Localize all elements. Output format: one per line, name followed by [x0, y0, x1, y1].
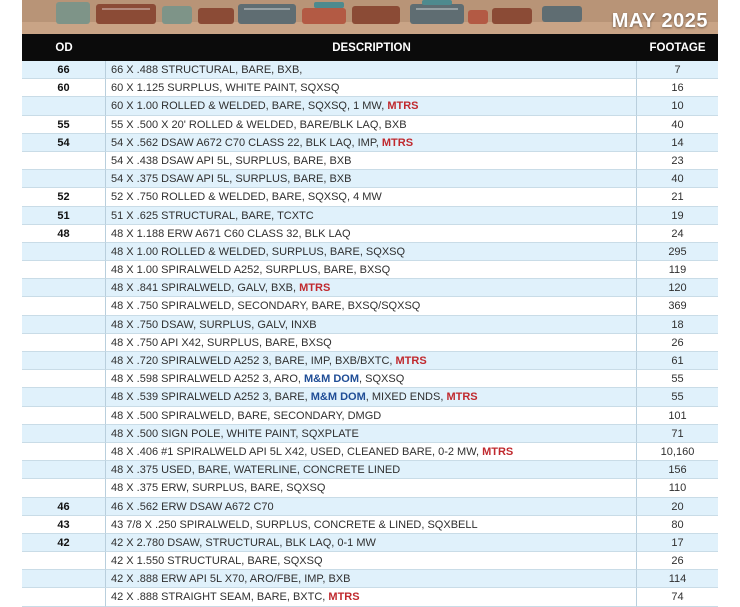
- description-text: 55 X .500 X 20' ROLLED & WELDED, BARE/BLK LAQ, BXB: [111, 118, 407, 131]
- footage-cell: 24: [637, 225, 718, 243]
- table-row: [22, 297, 718, 315]
- description-cell: [106, 388, 637, 406]
- description-text: 48 X 1.188 ERW A671 C60 CLASS 32, BLK LAQ: [111, 227, 351, 240]
- description-cell: [106, 152, 637, 170]
- description-text: 42 X 1.550 STRUCTURAL, BARE, SQXSQ: [111, 555, 323, 568]
- footage-cell: 40: [637, 116, 718, 134]
- od-cell: 43: [22, 516, 106, 534]
- footage-cell: 14: [637, 134, 718, 152]
- table-row: [22, 279, 718, 297]
- od-cell: [22, 552, 106, 570]
- description-cell: [106, 61, 637, 79]
- mtrs-tag: MTRS: [381, 136, 414, 149]
- table-row: [22, 152, 718, 170]
- description-cell: [106, 552, 637, 570]
- footage-cell: 23: [637, 152, 718, 170]
- description-cell: [106, 261, 637, 279]
- table-row: [22, 316, 718, 334]
- footage-cell: 101: [637, 407, 718, 425]
- od-cell: [22, 588, 106, 606]
- description-text: 48 X .406 #1 SPIRALWELD API 5L X42, USED, CLEANED BARE, 0-2 MW,: [111, 445, 483, 458]
- od-cell: [22, 261, 106, 279]
- od-cell: [22, 443, 106, 461]
- description-cell: [106, 534, 637, 552]
- description-cell: [106, 516, 637, 534]
- description-text: 42 X .888 STRAIGHT SEAM, BARE, BXTC,: [111, 591, 329, 604]
- description-text: 48 X .375 USED, BARE, WATERLINE, CONCRETE LINED: [111, 464, 401, 477]
- table-row: [22, 134, 718, 152]
- description-cell: [106, 225, 637, 243]
- footage-cell: 16: [637, 79, 718, 97]
- description-text: 48 X .750 API X42, SURPLUS, BARE, BXSQ: [111, 336, 332, 349]
- od-cell: [22, 152, 106, 170]
- footage-cell: 20: [637, 498, 718, 516]
- od-cell: [22, 370, 106, 388]
- od-cell: [22, 407, 106, 425]
- mtrs-tag: MTRS: [482, 445, 514, 458]
- footage-cell: 80: [637, 516, 718, 534]
- description-text: 52 X .750 ROLLED & WELDED, BARE, SQXSQ, 4 MW: [111, 191, 382, 204]
- description-text: , SQXSQ: [359, 373, 405, 386]
- description-text: 48 X .500 SIGN POLE, WHITE PAINT, SQXPLATE: [111, 427, 359, 440]
- od-cell: [22, 352, 106, 370]
- footage-cell: 18: [637, 316, 718, 334]
- footage-cell: 21: [637, 188, 718, 206]
- table-row: [22, 352, 718, 370]
- description-cell: [106, 425, 637, 443]
- od-cell: 48: [22, 225, 106, 243]
- column-header-description: DESCRIPTION: [332, 41, 411, 54]
- od-cell: [22, 170, 106, 188]
- od-cell: 54: [22, 134, 106, 152]
- description-text: 48 X .750 DSAW, SURPLUS, GALV, INXB: [111, 318, 317, 331]
- description-cell: [106, 97, 637, 115]
- footage-cell: 10: [637, 97, 718, 115]
- description-cell: [106, 279, 637, 297]
- od-cell: [22, 570, 106, 588]
- table-row: [22, 570, 718, 588]
- footage-cell: 10,160: [637, 443, 718, 461]
- description-cell: [106, 334, 637, 352]
- footage-cell: 74: [637, 588, 718, 606]
- mtrs-tag: MTRS: [387, 100, 419, 113]
- table-row: [22, 407, 718, 425]
- od-cell: 52: [22, 188, 106, 206]
- mtrs-tag: MTRS: [328, 591, 360, 604]
- od-cell: [22, 297, 106, 315]
- description-cell: [106, 370, 637, 388]
- description-text: 48 X .598 SPIRALWELD A252 3, ARO,: [111, 373, 305, 386]
- description-text: 48 X .500 SPIRALWELD, BARE, SECONDARY, DMGD: [111, 409, 382, 422]
- od-cell: [22, 97, 106, 115]
- description-text: 54 X .562 DSAW A672 C70 CLASS 22, BLK LAQ, IMP,: [111, 136, 382, 149]
- issue-date-title: MAY 2025: [611, 10, 708, 32]
- table-row: [22, 79, 718, 97]
- description-cell: [106, 316, 637, 334]
- footage-cell: 26: [637, 552, 718, 570]
- description-text: 60 X 1.125 SURPLUS, WHITE PAINT, SQXSQ: [111, 82, 340, 95]
- od-cell: 51: [22, 207, 106, 225]
- description-cell: [106, 297, 637, 315]
- od-cell: 42: [22, 534, 106, 552]
- mtrs-tag: MTRS: [446, 391, 478, 404]
- table-row: [22, 588, 718, 606]
- table-row: [22, 61, 718, 79]
- table-row: [22, 170, 718, 188]
- description-text: 48 X 1.00 ROLLED & WELDED, SURPLUS, BARE, SQXSQ: [111, 245, 406, 258]
- description-cell: [106, 352, 637, 370]
- header-banner: [22, 0, 718, 34]
- description-cell: [106, 207, 637, 225]
- inventory-table-body: [22, 61, 718, 607]
- table-row: [22, 534, 718, 552]
- description-cell: [106, 407, 637, 425]
- description-text: 48 X .539 SPIRALWELD A252 3, BARE,: [111, 391, 311, 404]
- description-text: 42 X 2.780 DSAW, STRUCTURAL, BLK LAQ, 0-1 MW: [111, 536, 376, 549]
- od-cell: [22, 243, 106, 261]
- description-text: 48 X .841 SPIRALWELD, GALV, BXB,: [111, 282, 300, 295]
- description-cell: [106, 170, 637, 188]
- description-cell: [106, 570, 637, 588]
- description-cell: [106, 479, 637, 497]
- table-row: [22, 443, 718, 461]
- od-cell: 66: [22, 61, 106, 79]
- description-cell: [106, 116, 637, 134]
- mm-dom-tag: M&M DOM: [304, 373, 360, 386]
- column-header-footage: FOOTAGE: [649, 41, 706, 54]
- description-cell: [106, 498, 637, 516]
- description-text: 66 X .488 STRUCTURAL, BARE, BXB,: [111, 64, 303, 76]
- footage-cell: 114: [637, 570, 718, 588]
- footage-cell: 26: [637, 334, 718, 352]
- od-cell: [22, 461, 106, 479]
- table-row: [22, 552, 718, 570]
- table-row: [22, 388, 718, 406]
- od-cell: [22, 279, 106, 297]
- od-cell: [22, 388, 106, 406]
- table-row: [22, 425, 718, 443]
- table-row: [22, 516, 718, 534]
- table-row: [22, 461, 718, 479]
- description-cell: [106, 461, 637, 479]
- table-row: [22, 225, 718, 243]
- description-cell: [106, 588, 637, 606]
- table-row: [22, 116, 718, 134]
- footage-cell: 40: [637, 170, 718, 188]
- description-text: 48 X .375 ERW, SURPLUS, BARE, SQXSQ: [111, 482, 326, 495]
- column-header-od: OD: [55, 41, 73, 54]
- od-cell: [22, 425, 106, 443]
- footage-cell: 369: [637, 297, 718, 315]
- od-cell: [22, 334, 106, 352]
- footage-cell: 156: [637, 461, 718, 479]
- mm-dom-tag: M&M DOM: [310, 391, 366, 404]
- footage-cell: 17: [637, 534, 718, 552]
- footage-cell: 55: [637, 370, 718, 388]
- description-text: 48 X .720 SPIRALWELD A252 3, BARE, IMP, BXB/BXTC,: [111, 355, 396, 367]
- od-cell: [22, 316, 106, 334]
- footage-cell: 19: [637, 207, 718, 225]
- footage-cell: 119: [637, 261, 718, 279]
- description-text: 60 X 1.00 ROLLED & WELDED, BARE, SQXSQ, 1 MW,: [111, 100, 388, 113]
- description-text: 54 X .375 DSAW API 5L, SURPLUS, BARE, BXB: [111, 173, 352, 186]
- footage-cell: 61: [637, 352, 718, 370]
- description-cell: [106, 443, 637, 461]
- table-row: [22, 261, 718, 279]
- description-text: 48 X 1.00 SPIRALWELD A252, SURPLUS, BARE, BXSQ: [111, 264, 391, 277]
- od-cell: [22, 479, 106, 497]
- footage-cell: 55: [637, 388, 718, 406]
- description-cell: [106, 79, 637, 97]
- od-cell: 55: [22, 116, 106, 134]
- table-row: [22, 188, 718, 206]
- mtrs-tag: MTRS: [395, 355, 427, 367]
- description-text: 51 X .625 STRUCTURAL, BARE, TCXTC: [111, 209, 314, 222]
- table-row: [22, 334, 718, 352]
- table-row: [22, 479, 718, 497]
- footage-cell: 7: [637, 61, 718, 79]
- table-row: [22, 207, 718, 225]
- description-cell: [106, 134, 637, 152]
- description-text: , MIXED ENDS,: [365, 391, 447, 404]
- table-row: [22, 97, 718, 115]
- footage-cell: 110: [637, 479, 718, 497]
- description-text: 48 X .750 SPIRALWELD, SECONDARY, BARE, BXSQ/SQXSQ: [111, 300, 421, 313]
- description-cell: [106, 243, 637, 261]
- inventory-table-header: [22, 34, 718, 61]
- description-text: 43 7/8 X .250 SPIRALWELD, SURPLUS, CONCRETE & LINED, SQXBELL: [111, 518, 478, 531]
- od-cell: 60: [22, 79, 106, 97]
- footage-cell: 120: [637, 279, 718, 297]
- description-text: 54 X .438 DSAW API 5L, SURPLUS, BARE, BXB: [111, 154, 352, 167]
- footage-cell: 71: [637, 425, 718, 443]
- mtrs-tag: MTRS: [299, 282, 331, 295]
- table-row: [22, 498, 718, 516]
- description-text: 42 X .888 ERW API 5L X70, ARO/FBE, IMP, BXB: [111, 573, 351, 586]
- table-row: [22, 243, 718, 261]
- footage-cell: 295: [637, 243, 718, 261]
- od-cell: 46: [22, 498, 106, 516]
- description-cell: [106, 188, 637, 206]
- description-text: 46 X .562 ERW DSAW A672 C70: [111, 500, 274, 513]
- table-row: [22, 370, 718, 388]
